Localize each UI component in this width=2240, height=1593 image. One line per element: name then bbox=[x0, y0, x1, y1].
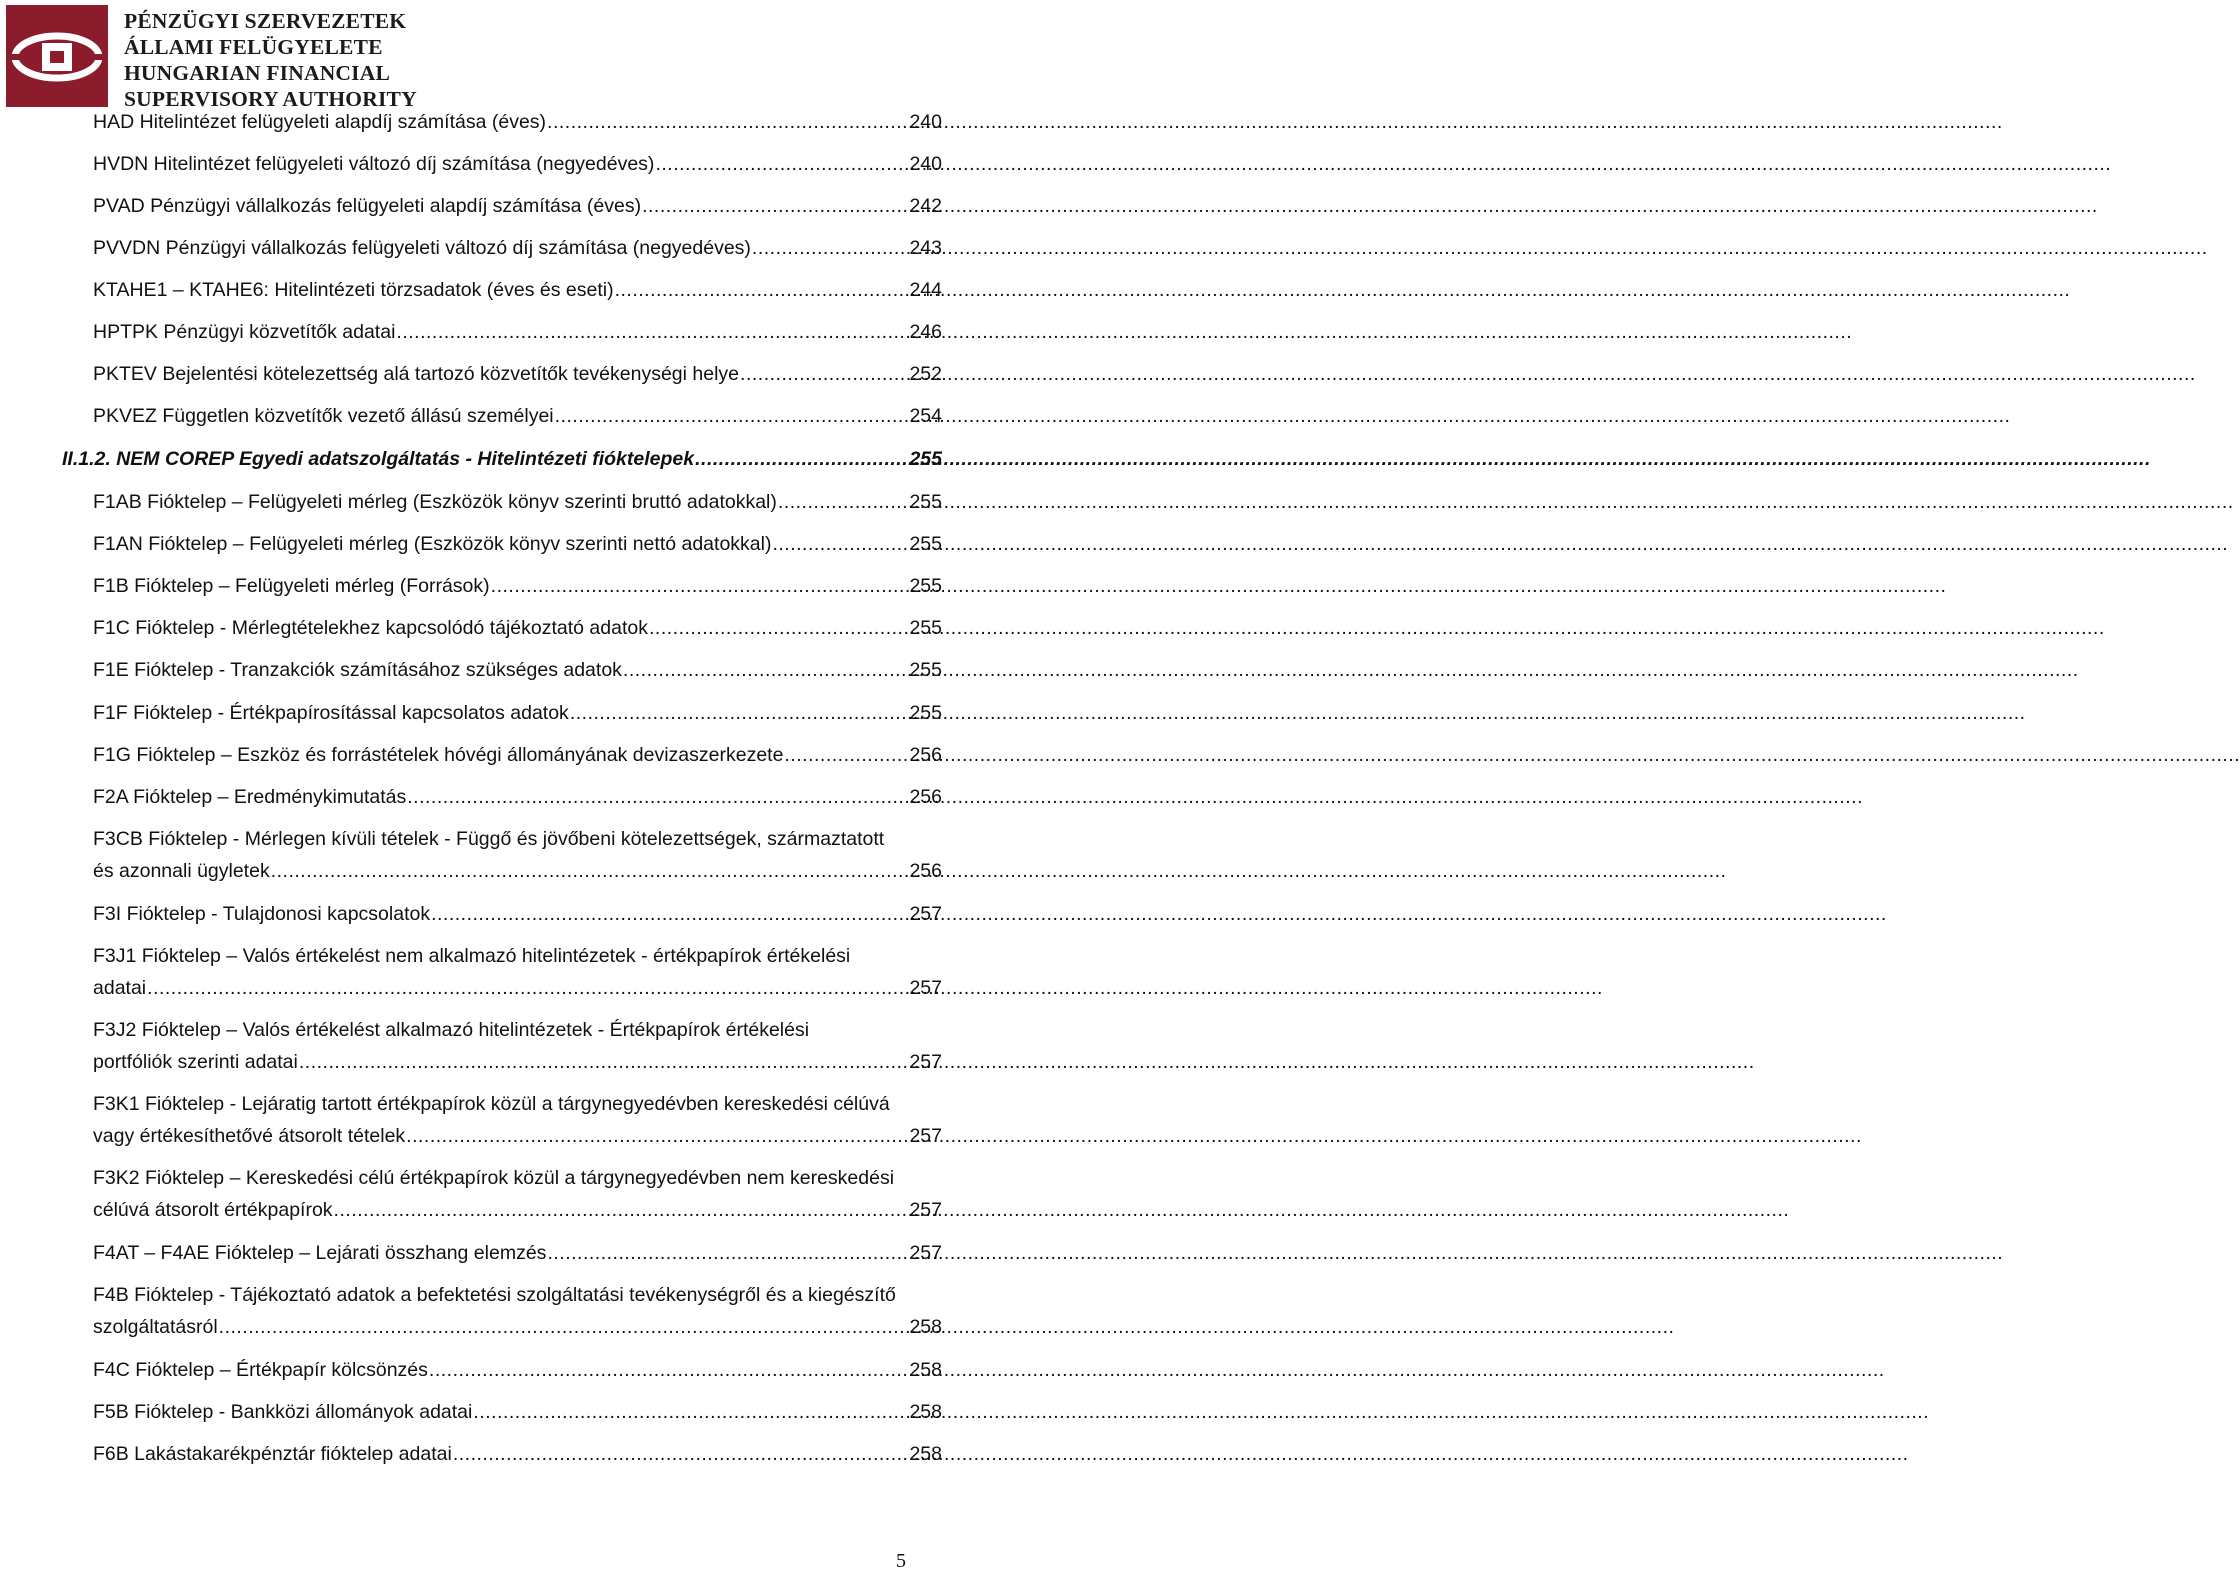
dot-leader bbox=[778, 486, 909, 518]
dot-leader bbox=[334, 1194, 909, 1226]
toc-entry-link[interactable] bbox=[93, 232, 942, 264]
toc-page-number: 256 bbox=[909, 860, 942, 882]
dot-leader bbox=[623, 654, 909, 686]
toc-entry-link[interactable] bbox=[93, 274, 942, 306]
dot-leader bbox=[655, 148, 908, 180]
toc-entry-link[interactable] bbox=[93, 528, 942, 560]
toc-entry-link[interactable] bbox=[93, 1396, 942, 1428]
dot-leader bbox=[406, 1120, 908, 1152]
toc-page-number: 240 bbox=[909, 153, 942, 175]
table-of-contents bbox=[0, 0, 960, 1593]
dot-leader bbox=[547, 106, 908, 138]
dot-leader bbox=[491, 570, 909, 602]
dot-leader bbox=[649, 612, 908, 644]
toc-page-number: 257 bbox=[909, 1242, 942, 1264]
toc-entry-link[interactable] bbox=[93, 1354, 942, 1386]
toc-entry-title: portfóliók szerinti adatai bbox=[93, 1051, 298, 1073]
dot-leader bbox=[784, 739, 908, 771]
dot-leader bbox=[219, 1311, 909, 1343]
toc-entry-link[interactable] bbox=[93, 940, 942, 1004]
toc-entry-title: II.1.2. NEM COREP Egyedi adatszolgáltatás - Hitelintézeti fióktelepek bbox=[62, 448, 695, 470]
dot-leader bbox=[740, 358, 908, 390]
toc-page-number: 244 bbox=[909, 279, 942, 301]
toc-entry-link[interactable] bbox=[93, 1088, 942, 1152]
toc-entry-first-line: F3J1 Fióktelep – Valós értékelést nem alkalmazó hitelintézetek - értékpapírok értékelési bbox=[93, 945, 851, 967]
toc-page-number: 255 bbox=[909, 617, 942, 639]
toc-entry-title: F4C Fióktelep – Értékpapír kölcsönzés bbox=[93, 1359, 428, 1381]
toc-entry-link[interactable] bbox=[93, 697, 942, 729]
dot-leader bbox=[752, 232, 909, 264]
toc-entry-first-line: F3K2 Fióktelep – Kereskedési célú értékpapírok közül a tárgynegyedévben nem kereskedési bbox=[93, 1167, 895, 1189]
toc-section-link[interactable] bbox=[62, 443, 942, 475]
toc-entry-link[interactable] bbox=[93, 1438, 942, 1470]
toc-entry-link[interactable] bbox=[93, 898, 942, 930]
dot-leader bbox=[772, 528, 908, 560]
page-number: 5 bbox=[896, 1550, 906, 1572]
toc-entry-title: PVAD Pénzügyi vállalkozás felügyeleti alapdíj számítása (éves) bbox=[93, 195, 642, 217]
toc-entry-link[interactable] bbox=[93, 570, 942, 602]
dot-leader bbox=[407, 781, 908, 813]
dot-leader bbox=[429, 1354, 909, 1386]
toc-entry-title: PVVDN Pénzügyi vállalkozás felügyeleti változó díj számítása (negyedéves) bbox=[93, 237, 751, 259]
toc-entry-title: F1E Fióktelep - Tranzakciók számításához szükséges adatok bbox=[93, 659, 622, 681]
toc-entry-title: F1AN Fióktelep – Felügyeleti mérleg (Eszközök könyv szerinti nettó adatokkal) bbox=[93, 533, 772, 555]
org-line-2: ÁLLAMI FELÜGYELETE bbox=[124, 35, 383, 59]
toc-entry-title: HPTPK Pénzügyi közvetítők adatai bbox=[93, 321, 396, 343]
dot-leader bbox=[299, 1046, 909, 1078]
dot-leader bbox=[642, 190, 908, 222]
toc-page-number: 255 bbox=[909, 659, 942, 681]
toc-page-number: 255 bbox=[909, 448, 942, 470]
toc-entry-title: F2A Fióktelep – Eredménykimutatás bbox=[93, 786, 407, 808]
toc-entry-title: HVDN Hitelintézet felügyeleti változó díj számítása (negyedéves) bbox=[93, 153, 655, 175]
toc-entry-title: F1AB Fióktelep – Felügyeleti mérleg (Eszközök könyv szerinti bruttó adatokkal) bbox=[93, 491, 777, 513]
dot-leader bbox=[555, 400, 909, 432]
toc-entry-link[interactable] bbox=[93, 612, 942, 644]
toc-entry-link[interactable] bbox=[93, 148, 942, 180]
toc-page-number: 256 bbox=[909, 786, 942, 808]
toc-entry-title: vagy értékesíthetővé átsorolt tételek bbox=[93, 1125, 406, 1147]
org-line-3: HUNGARIAN FINANCIAL bbox=[124, 61, 390, 85]
toc-page-number: 240 bbox=[909, 111, 942, 133]
toc-entry-title: F4AT – F4AE Fióktelep – Lejárati összhang elemzés bbox=[93, 1242, 547, 1264]
toc-entry-first-line: F4B Fióktelep - Tájékoztató adatok a befektetési szolgáltatási tevékenységről és a kiegészítő bbox=[93, 1284, 896, 1306]
toc-entry-title: adatai bbox=[93, 977, 147, 999]
dot-leader bbox=[547, 1237, 908, 1269]
toc-entry-link[interactable] bbox=[93, 1237, 942, 1269]
toc-entry-title: F6B Lakástakarékpénztár fióktelep adatai bbox=[93, 1443, 452, 1465]
toc-entry-link[interactable] bbox=[93, 486, 942, 518]
toc-page-number: 255 bbox=[909, 533, 942, 555]
toc-entry-link[interactable] bbox=[93, 358, 942, 390]
toc-page-number: 258 bbox=[909, 1316, 942, 1338]
toc-entry-first-line: F3CB Fióktelep - Mérlegen kívüli tételek - Függő és jövőbeni kötelezettségek, származtatott bbox=[93, 828, 885, 850]
toc-entry-link[interactable] bbox=[93, 1162, 942, 1226]
toc-entry-title: szolgáltatásról bbox=[93, 1316, 218, 1338]
toc-entry-link[interactable] bbox=[93, 781, 942, 813]
toc-page-number: 258 bbox=[909, 1443, 942, 1465]
toc-entry-title: és azonnali ügyletek bbox=[93, 860, 270, 882]
toc-entry-title: célúvá átsorolt értékpapírok bbox=[93, 1199, 333, 1221]
toc-entry-link[interactable] bbox=[93, 654, 942, 686]
toc-page-number: 242 bbox=[909, 195, 942, 217]
toc-page-number: 257 bbox=[909, 1125, 942, 1147]
toc-entry-link[interactable] bbox=[93, 823, 942, 887]
toc-page-number: 256 bbox=[909, 744, 942, 766]
toc-entry-title: KTAHE1 – KTAHE6: Hitelintézeti törzsadatok (éves és eseti) bbox=[93, 279, 614, 301]
toc-page-number: 257 bbox=[909, 977, 942, 999]
toc-entry-first-line: F3J2 Fióktelep – Valós értékelést alkalmazó hitelintézetek - Értékpapírok értékelési bbox=[93, 1019, 810, 1041]
dot-leader bbox=[396, 316, 908, 348]
toc-page-number: 257 bbox=[909, 1051, 942, 1073]
toc-entry-title: PKVEZ Független közvetítők vezető állású személyei bbox=[93, 405, 554, 427]
toc-entry-first-line: F3K1 Fióktelep - Lejáratig tartott értékpapírok közül a tárgynegyedévben kereskedési célúvá bbox=[93, 1093, 890, 1115]
toc-entry-link[interactable] bbox=[93, 316, 942, 348]
toc-page-number: 246 bbox=[909, 321, 942, 343]
toc-entry-title: PKTEV Bejelentési kötelezettség alá tartozó közvetítők tevékenységi helye bbox=[93, 363, 740, 385]
toc-entry-title: HAD Hitelintézet felügyeleti alapdíj számítása (éves) bbox=[93, 111, 547, 133]
toc-page-number: 255 bbox=[909, 575, 942, 597]
toc-entry-link[interactable] bbox=[93, 190, 942, 222]
toc-entry-link[interactable] bbox=[93, 400, 942, 432]
toc-entry-link[interactable] bbox=[93, 1014, 942, 1078]
org-line-4: SUPERVISORY AUTHORITY bbox=[124, 87, 417, 111]
dot-leader bbox=[615, 274, 909, 306]
toc-page-number: 255 bbox=[909, 702, 942, 724]
toc-entry-title: F5B Fióktelep - Bankközi állományok adatai bbox=[93, 1401, 473, 1423]
dot-leader bbox=[695, 443, 908, 475]
toc-page-number: 243 bbox=[909, 237, 942, 259]
toc-page-number: 258 bbox=[909, 1359, 942, 1381]
dot-leader bbox=[570, 697, 909, 729]
toc-entry-link[interactable] bbox=[93, 1279, 942, 1343]
toc-page-number: 252 bbox=[909, 363, 942, 385]
toc-page-number: 254 bbox=[909, 405, 942, 427]
dot-leader bbox=[147, 972, 908, 1004]
toc-entry-title: F3I Fióktelep - Tulajdonosi kapcsolatok bbox=[93, 903, 431, 925]
dot-leader bbox=[431, 898, 908, 930]
toc-entry-link[interactable] bbox=[93, 106, 942, 138]
toc-entry-title: F1C Fióktelep - Mérlegtételekhez kapcsolódó tájékoztató adatok bbox=[93, 617, 648, 639]
org-line-1: PÉNZÜGYI SZERVEZETEK bbox=[124, 9, 407, 33]
dot-leader bbox=[453, 1438, 909, 1470]
toc-entry-title: F1B Fióktelep – Felügyeleti mérleg (Források) bbox=[93, 575, 490, 597]
dot-leader bbox=[271, 855, 909, 887]
toc-page-number: 257 bbox=[909, 903, 942, 925]
toc-page-number: 257 bbox=[909, 1199, 942, 1221]
toc-entry-link[interactable] bbox=[93, 739, 942, 771]
toc-entry-title: F1F Fióktelep - Értékpapírosítással kapcsolatos adatok bbox=[93, 702, 569, 724]
dot-leader bbox=[473, 1396, 908, 1428]
toc-entry-title: F1G Fióktelep – Eszköz és forrástételek hóvégi állományának devizaszerkezete bbox=[93, 744, 784, 766]
toc-page-number: 255 bbox=[909, 491, 942, 513]
toc-page-number: 258 bbox=[909, 1401, 942, 1423]
